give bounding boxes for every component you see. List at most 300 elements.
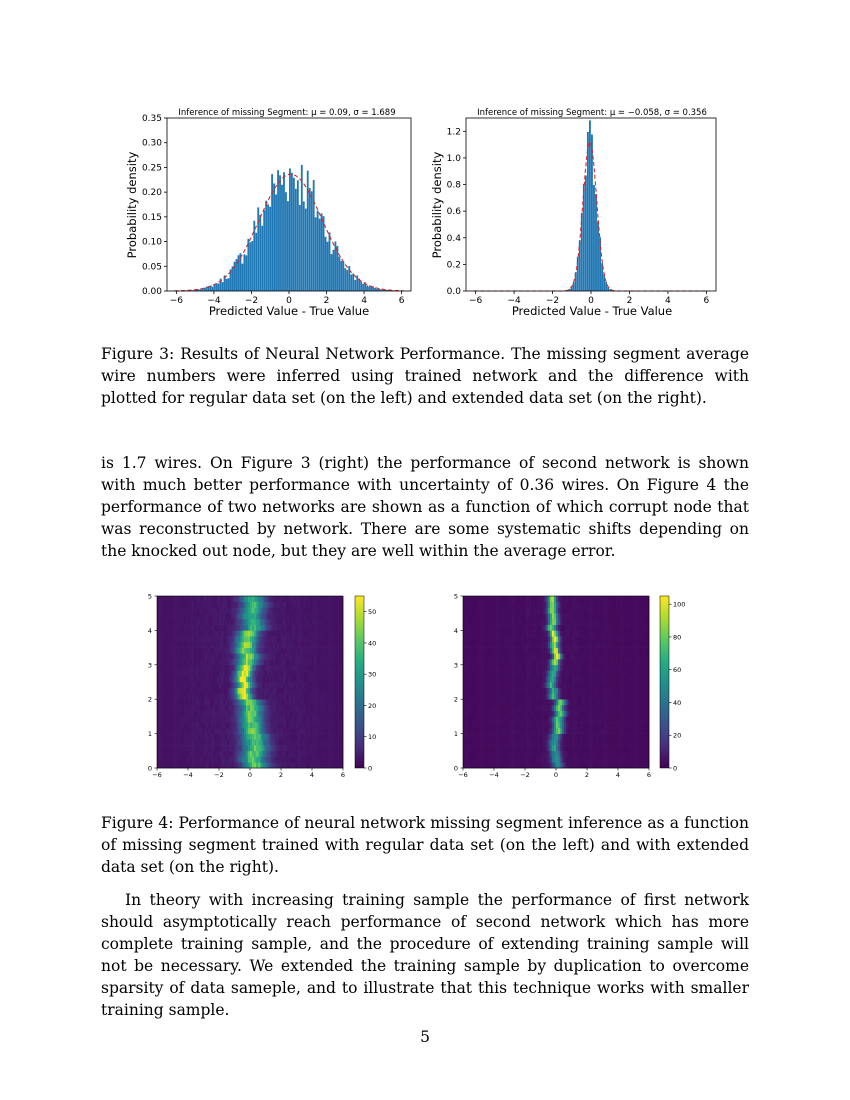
heatmap-cell (229, 659, 231, 665)
heatmap-cell (283, 596, 285, 602)
heatmap-cell (558, 648, 560, 654)
heatmap-cell (548, 728, 550, 734)
heatmap-cell (213, 762, 215, 768)
heatmap-cell (527, 688, 529, 694)
heatmap-cell (200, 693, 202, 699)
heatmap-cell (635, 699, 637, 705)
heatmap-cell (544, 751, 546, 757)
heatmap-cell (273, 642, 275, 648)
heatmap-cell (626, 757, 628, 763)
heatmap-cell (643, 751, 645, 757)
heatmap-cell (494, 762, 496, 768)
heatmap-cell (293, 728, 295, 734)
heatmap-cell (604, 734, 606, 740)
heatmap-cell (641, 734, 643, 740)
heatmap-cell (165, 602, 167, 608)
heatmap-cell (519, 659, 521, 665)
heatmap-cell (337, 693, 339, 699)
heatmap-cell (339, 607, 341, 613)
heatmap-cell (523, 648, 525, 654)
heatmap-cell (575, 751, 577, 757)
heatmap-cell (566, 676, 568, 682)
heatmap-cell (176, 728, 178, 734)
heatmap-cell (252, 607, 254, 613)
heatmap-cell (560, 705, 562, 711)
heatmap-cell (163, 671, 165, 677)
heatmap-cell (635, 653, 637, 659)
heatmap-cell (314, 722, 316, 728)
heatmap-cell (471, 688, 473, 694)
heatmap-cell (552, 676, 554, 682)
heatmap-cell (178, 739, 180, 745)
heatmap-cell (326, 602, 328, 608)
heatmap-cell (279, 716, 281, 722)
heatmap-cell (227, 762, 229, 768)
heatmap-cell (219, 739, 221, 745)
heatmap-cell (515, 751, 517, 757)
heatmap-cell (593, 653, 595, 659)
heatmap-cell (504, 762, 506, 768)
heatmap-cell (504, 751, 506, 757)
heatmap-cell (521, 699, 523, 705)
heatmap-cell (169, 642, 171, 648)
heatmap-cell (546, 665, 548, 671)
histogram-bar (307, 171, 309, 291)
heatmap-cell (637, 722, 639, 728)
heatmap-cell (240, 716, 242, 722)
heatmap-cell (477, 659, 479, 665)
heatmap-cell (500, 728, 502, 734)
heatmap-cell (285, 734, 287, 740)
heatmap-cell (624, 653, 626, 659)
heatmap-cell (167, 699, 169, 705)
heatmap-cell (304, 676, 306, 682)
heatmap-cell (310, 762, 312, 768)
heatmap-cell (174, 602, 176, 608)
heatmap-cell (597, 711, 599, 717)
heatmap-cell (616, 739, 618, 745)
heatmap-cell (643, 745, 645, 751)
heatmap-cell (252, 676, 254, 682)
heatmap-cell (231, 751, 233, 757)
heatmap-cell (556, 699, 558, 705)
heatmap-cell (279, 711, 281, 717)
heatmap-cell (223, 751, 225, 757)
heatmap-cell (283, 630, 285, 636)
heatmap-cell (620, 648, 622, 654)
heatmap-cell (287, 602, 289, 608)
heatmap-cell (618, 762, 620, 768)
heatmap-cell (484, 745, 486, 751)
heatmap-cell (570, 693, 572, 699)
heatmap-cell (186, 636, 188, 642)
heatmap-cell (554, 653, 556, 659)
heatmap-cell (291, 671, 293, 677)
heatmap-cell (335, 762, 337, 768)
heatmap-cell (488, 642, 490, 648)
heatmap-cell (624, 699, 626, 705)
heatmap-cell (583, 699, 585, 705)
heatmap-cell (502, 665, 504, 671)
heatmap-cell (620, 728, 622, 734)
heatmap-cell (157, 745, 159, 751)
heatmap-cell (583, 722, 585, 728)
heatmap-cell (589, 751, 591, 757)
heatmap-cell (500, 739, 502, 745)
heatmap-cell (488, 716, 490, 722)
heatmap-cell (529, 665, 531, 671)
heatmap-cell (581, 699, 583, 705)
heatmap-cell (502, 648, 504, 654)
heatmap-cell (645, 722, 647, 728)
heatmap-cell (511, 716, 513, 722)
heatmap-cell (566, 671, 568, 677)
heatmap-cell (544, 711, 546, 717)
y-tick-label: 0 (147, 764, 152, 773)
heatmap-cell (467, 642, 469, 648)
heatmap-cell (277, 613, 279, 619)
heatmap-cell (322, 653, 324, 659)
heatmap-cell (242, 716, 244, 722)
heatmap-cell (322, 676, 324, 682)
heatmap-cell (186, 751, 188, 757)
heatmap-cell (529, 659, 531, 665)
heatmap-cell (275, 716, 277, 722)
heatmap-cell (531, 648, 533, 654)
heatmap-cell (587, 653, 589, 659)
heatmap-cell (215, 705, 217, 711)
heatmap-cell (248, 653, 250, 659)
heatmap-cell (176, 665, 178, 671)
heatmap-cell (161, 653, 163, 659)
heatmap-cell (496, 751, 498, 757)
heatmap-cell (641, 716, 643, 722)
heatmap-cell (463, 653, 465, 659)
heatmap-cell (171, 711, 173, 717)
heatmap-cell (322, 636, 324, 642)
heatmap-cell (180, 602, 182, 608)
heatmap-cell (624, 688, 626, 694)
heatmap-cell (298, 705, 300, 711)
heatmap-cell (566, 653, 568, 659)
heatmap-cell (517, 682, 519, 688)
heatmap-cell (275, 734, 277, 740)
heatmap-cell (560, 682, 562, 688)
heatmap-cell (271, 711, 273, 717)
heatmap-cell (502, 693, 504, 699)
heatmap-cell (339, 602, 341, 608)
heatmap-cell (626, 659, 628, 665)
heatmap-cell (246, 711, 248, 717)
heatmap-cell (231, 699, 233, 705)
heatmap-cell (515, 722, 517, 728)
heatmap-cell (269, 693, 271, 699)
heatmap-cell (186, 625, 188, 631)
heatmap-cell (556, 671, 558, 677)
heatmap-cell (554, 705, 556, 711)
heatmap-cell (227, 636, 229, 642)
heatmap-cell (637, 648, 639, 654)
heatmap-cell (233, 613, 235, 619)
heatmap-cell (471, 699, 473, 705)
heatmap-cell (566, 648, 568, 654)
heatmap-cell (178, 751, 180, 757)
heatmap-cell (583, 751, 585, 757)
histogram-bar (269, 207, 271, 291)
heatmap-cell (295, 682, 297, 688)
heatmap-cell (264, 716, 266, 722)
heatmap-cell (256, 665, 258, 671)
heatmap-cell (291, 716, 293, 722)
heatmap-cell (488, 676, 490, 682)
heatmap-cell (465, 745, 467, 751)
histogram-bar (370, 286, 372, 291)
heatmap-cell (469, 653, 471, 659)
heatmap-cell (593, 665, 595, 671)
heatmap-cell (591, 688, 593, 694)
heatmap-cell (632, 722, 634, 728)
heatmap-cell (564, 722, 566, 728)
heatmap-cell (207, 762, 209, 768)
heatmap-cell (521, 739, 523, 745)
heatmap-cell (542, 734, 544, 740)
heatmap-cell (504, 682, 506, 688)
heatmap-cell (632, 762, 634, 768)
heatmap-cell (300, 596, 302, 602)
x-tick-label: −2 (244, 296, 259, 306)
heatmap-cell (258, 739, 260, 745)
heatmap-cell (589, 734, 591, 740)
heatmap-cell (645, 659, 647, 665)
heatmap-cell (326, 682, 328, 688)
heatmap-cell (244, 751, 246, 757)
heatmap-cell (335, 682, 337, 688)
heatmap-cell (324, 636, 326, 642)
heatmap-cell (221, 751, 223, 757)
heatmap-cell (205, 665, 207, 671)
heatmap-cell (205, 625, 207, 631)
heatmap-cell (281, 762, 283, 768)
heatmap-cell (242, 630, 244, 636)
heatmap-cell (597, 676, 599, 682)
heatmap-cell (281, 682, 283, 688)
heatmap-cell (188, 757, 190, 763)
histogram-bar (299, 205, 301, 291)
heatmap-cell (182, 596, 184, 602)
heatmap-cell (620, 705, 622, 711)
heatmap-cell (331, 693, 333, 699)
heatmap-cell (248, 665, 250, 671)
heatmap-cell (508, 665, 510, 671)
heatmap-cell (161, 688, 163, 694)
heatmap-cell (258, 722, 260, 728)
heatmap-cell (601, 688, 603, 694)
heatmap-cell (620, 676, 622, 682)
heatmap-cell (583, 676, 585, 682)
heatmap-cell (250, 688, 252, 694)
heatmap-cell (258, 619, 260, 625)
heatmap-cell (494, 682, 496, 688)
heatmap-cell (469, 734, 471, 740)
heatmap-cell (606, 705, 608, 711)
heatmap-cell (223, 693, 225, 699)
heatmap-cell (632, 693, 634, 699)
heatmap-cell (318, 728, 320, 734)
heatmap-cell (494, 659, 496, 665)
heatmap-cell (202, 665, 204, 671)
heatmap-cell (264, 693, 266, 699)
heatmap-cell (242, 653, 244, 659)
heatmap-cell (217, 648, 219, 654)
histogram-bar (261, 226, 263, 291)
heatmap-cell (246, 636, 248, 642)
heatmap-cell (558, 734, 560, 740)
heatmap-cell (157, 716, 159, 722)
heatmap-cell (314, 642, 316, 648)
heatmap-cell (318, 653, 320, 659)
heatmap-cell (211, 596, 213, 602)
heatmap-cell (233, 716, 235, 722)
heatmap-cell (295, 745, 297, 751)
heatmap-cell (552, 716, 554, 722)
heatmap-cell (471, 636, 473, 642)
heatmap-cell (316, 693, 318, 699)
heatmap-cell (620, 739, 622, 745)
heatmap-cell (194, 745, 196, 751)
heatmap-cell (271, 734, 273, 740)
heatmap-cell (542, 682, 544, 688)
heatmap-cell (575, 699, 577, 705)
heatmap-cell (604, 653, 606, 659)
heatmap-cell (310, 734, 312, 740)
heatmap-cell (581, 716, 583, 722)
heatmap-cell (267, 602, 269, 608)
histogram-bar (232, 266, 234, 291)
heatmap-cell (554, 757, 556, 763)
heatmap-cell (227, 682, 229, 688)
heatmap-cell (637, 751, 639, 757)
heatmap-cell (525, 642, 527, 648)
heatmap-cell (213, 739, 215, 745)
heatmap-cell (186, 728, 188, 734)
heatmap-cell (308, 619, 310, 625)
heatmap-cell (198, 648, 200, 654)
heatmap-cell (300, 762, 302, 768)
heatmap-cell (562, 757, 564, 763)
heatmap-cell (186, 693, 188, 699)
heatmap-cell (264, 711, 266, 717)
heatmap-cell (537, 711, 539, 717)
heatmap-cell (511, 722, 513, 728)
heatmap-cell (215, 619, 217, 625)
heatmap-cell (236, 682, 238, 688)
heatmap-cell (597, 751, 599, 757)
heatmap-cell (271, 739, 273, 745)
heatmap-cell (560, 688, 562, 694)
heatmap-cell (285, 653, 287, 659)
heatmap-cell (180, 636, 182, 642)
heatmap-cell (269, 619, 271, 625)
heatmap-cell (645, 734, 647, 740)
heatmap-cell (641, 676, 643, 682)
heatmap-cell (310, 705, 312, 711)
heatmap-cell (231, 625, 233, 631)
heatmap-cell (238, 659, 240, 665)
heatmap-cell (196, 728, 198, 734)
heatmap-cell (223, 734, 225, 740)
heatmap-cell (329, 711, 331, 717)
heatmap-cell (570, 688, 572, 694)
heatmap-cell (312, 613, 314, 619)
heatmap-cell (169, 716, 171, 722)
heatmap-cell (184, 762, 186, 768)
heatmap-cell (291, 711, 293, 717)
heatmap-cell (320, 642, 322, 648)
heatmap-cell (630, 751, 632, 757)
heatmap-cell (244, 659, 246, 665)
heatmap-cell (178, 665, 180, 671)
heatmap-cell (337, 613, 339, 619)
heatmap-cell (202, 722, 204, 728)
heatmap-cell (556, 728, 558, 734)
heatmap-cell (215, 602, 217, 608)
heatmap-cell (157, 619, 159, 625)
heatmap-cell (575, 659, 577, 665)
heatmap-cell (281, 734, 283, 740)
heatmap-cell (215, 751, 217, 757)
heatmap-cell (217, 705, 219, 711)
heatmap-cell (320, 619, 322, 625)
heatmap-cell (568, 757, 570, 763)
heatmap-cell (579, 682, 581, 688)
heatmap-cell (632, 682, 634, 688)
heatmap-cell (632, 665, 634, 671)
heatmap-cell (225, 607, 227, 613)
heatmap-cell (171, 751, 173, 757)
heatmap-cell (186, 699, 188, 705)
heatmap-cell (188, 607, 190, 613)
x-tick-label: 0 (588, 296, 594, 306)
heatmap-cell (508, 705, 510, 711)
heatmap-cell (562, 762, 564, 768)
heatmap-cell (205, 607, 207, 613)
heatmap-cell (229, 607, 231, 613)
heatmap-cell (614, 688, 616, 694)
heatmap-cell (477, 722, 479, 728)
heatmap-cell (262, 751, 264, 757)
heatmap-cell (256, 734, 258, 740)
heatmap-cell (273, 671, 275, 677)
heatmap-cell (209, 636, 211, 642)
heatmap-cell (544, 757, 546, 763)
heatmap-cell (269, 625, 271, 631)
y-axis-label: Probability density (430, 151, 444, 259)
heatmap-cell (169, 607, 171, 613)
heatmap-cell (267, 716, 269, 722)
heatmap-cell (161, 625, 163, 631)
heatmap-cell (635, 728, 637, 734)
heatmap-cell (482, 653, 484, 659)
heatmap-cell (573, 716, 575, 722)
heatmap-cell (200, 607, 202, 613)
heatmap-cell (254, 648, 256, 654)
heatmap-cell (252, 636, 254, 642)
heatmap-cell (486, 653, 488, 659)
heatmap-cell (246, 665, 248, 671)
heatmap-cell (618, 716, 620, 722)
heatmap-cell (211, 739, 213, 745)
heatmap-cell (471, 745, 473, 751)
